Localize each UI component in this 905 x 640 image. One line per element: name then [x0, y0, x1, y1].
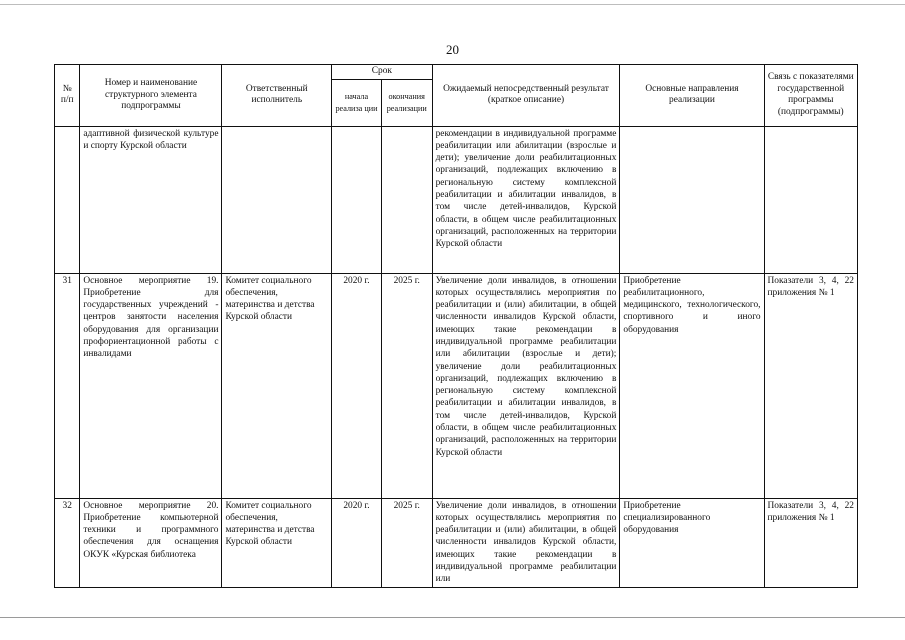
table-row [55, 126, 858, 273]
row-end: 2025 г. [381, 498, 432, 587]
row-end [381, 126, 432, 273]
row-directions: Приобретение специализированного оборудования [620, 498, 764, 587]
table-row [55, 498, 858, 587]
page-number: 20 [446, 42, 459, 57]
row-name: Основное мероприятие 19. Приобретение для государственных учреждений - центров занятости населения оборудования для организации профориентационной работы с инвалидами [80, 273, 222, 498]
row-link: Показатели 3, 4, 22 приложения № 1 [764, 273, 857, 498]
row-directions [620, 126, 764, 273]
page-top-edge [0, 4, 905, 5]
program-table [54, 64, 858, 588]
row-directions: Приобретение реабилитационного, медицинского, технологического, спортивного и иного оборудования [620, 273, 764, 498]
row-start [332, 126, 382, 273]
header-start: начала реализа ции [332, 79, 382, 126]
row-num [55, 126, 80, 273]
header-end: окончания реализации [381, 79, 432, 126]
header-term: Срок [332, 65, 432, 80]
row-result: рекомендации в индивидуальной программе реабилитации или абилитации (взрослые и дети); увеличение доли реабилитационных организаций, подлежащих включению в региональную систему комплексной реабилитации и абилитации инвалидов, в том числе детей-инвалидов, Курской области, в общем числе реабилитационных организаций, расположенных на территории Курской области [432, 126, 620, 273]
row-link [764, 126, 857, 273]
header-row-1 [55, 65, 858, 80]
row-responsible [222, 126, 332, 273]
row-num: 31 [55, 273, 80, 498]
row-num: 32 [55, 498, 80, 587]
row-name: адаптивной физической культуре и спорту Курской области [80, 126, 222, 273]
table-row [55, 273, 858, 498]
header-name: Номер и наименование структурного элемента подпрограммы [80, 65, 222, 127]
header-link: Связь с показателями государственной программы (подпрограммы) [764, 65, 857, 127]
header-num: № п/п [55, 65, 80, 127]
row-result: Увеличение доли инвалидов, в отношении которых осуществлялись мероприятия по реабилитации и (или) абилитации, в общей численности инвалидов Курской области, имеющих такие рекомендации в индивидуальной программе реабилитации или абилитации (взрослые и дети); увеличение доли реабилитационных организаций, подлежащих включению в региональную систему комплексной реабилитации и абилитации инвалидов, в том числе детей-инвалидов, Курской области, в общем числе реабилитационных организаций, расположенных на территории Курской области [432, 273, 620, 498]
row-result: Увеличение доли инвалидов, в отношении которых осуществлялись мероприятия по реабилитации и (или) абилитации, в общей численности инвалидов Курской области, имеющих такие рекомендации в индивидуальной программе реабилитации или [432, 498, 620, 587]
header-responsible: Ответственный исполнитель [222, 65, 332, 127]
header-directions: Основные направления реализации [620, 65, 764, 127]
row-start: 2020 г. [332, 273, 382, 498]
row-end: 2025 г. [381, 273, 432, 498]
row-link: Показатели 3, 4, 22 приложения № 1 [764, 498, 857, 587]
page-bottom-edge [0, 617, 905, 618]
row-responsible: Комитет социального обеспечения, материнства и детства Курской области [222, 273, 332, 498]
row-name: Основное мероприятие 20. Приобретение компьютерной техники и программного обеспечения для оснащения ОКУК «Курская библиотека [80, 498, 222, 587]
row-start: 2020 г. [332, 498, 382, 587]
row-responsible: Комитет социального обеспечения, материнства и детства Курской области [222, 498, 332, 587]
header-result: Ожидаемый непосредственный результат (краткое описание) [432, 65, 620, 127]
